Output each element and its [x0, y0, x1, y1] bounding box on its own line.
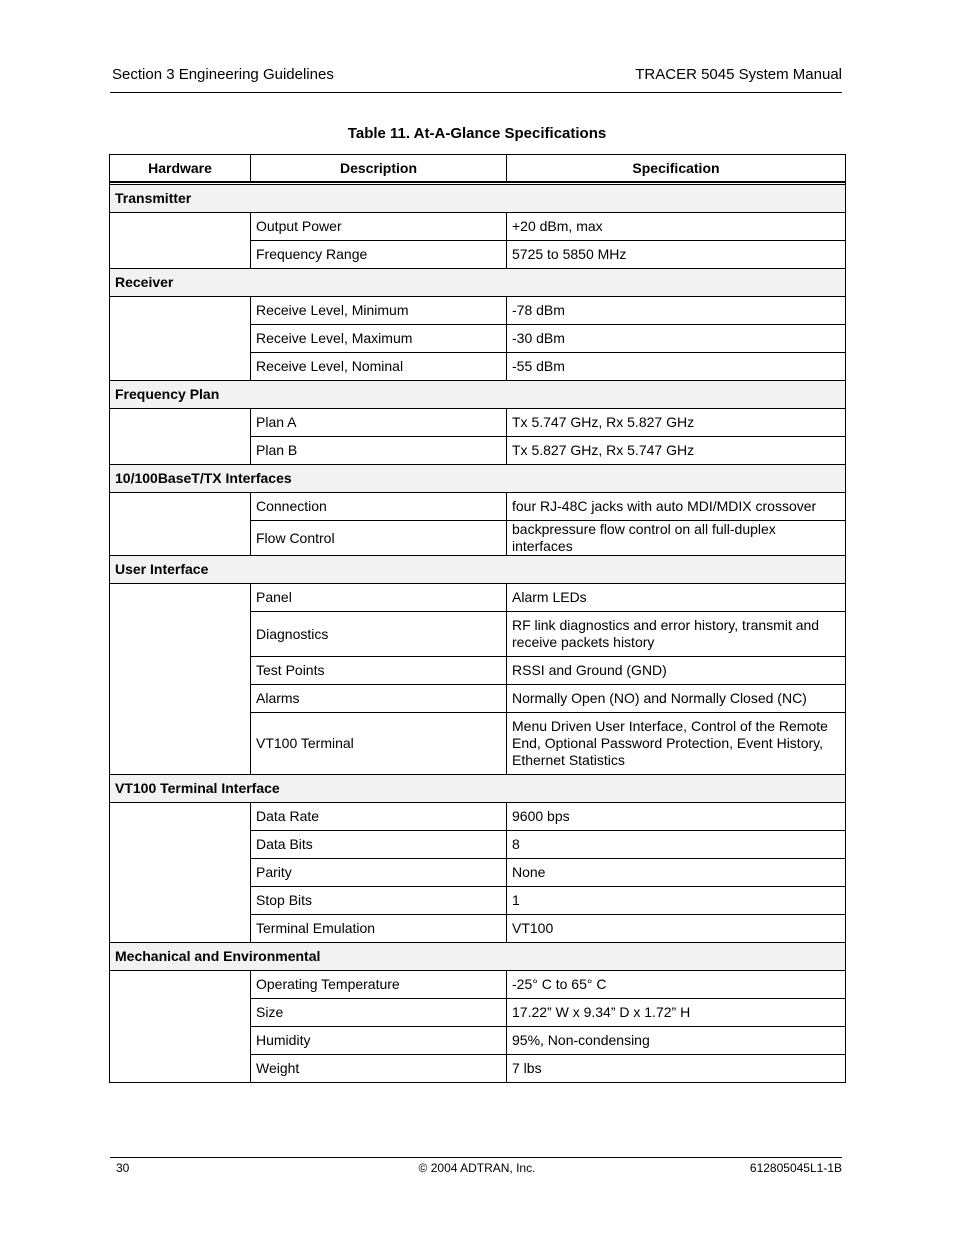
table-row — [110, 803, 846, 831]
section-title: User Interface — [110, 556, 846, 584]
table-header-row — [110, 155, 846, 183]
description-cell: Receive Level, Maximum — [251, 325, 507, 353]
specifications-table — [109, 154, 846, 1083]
description-cell: Operating Temperature — [251, 971, 507, 999]
table-row — [110, 584, 846, 612]
description-cell: Humidity — [251, 1027, 507, 1055]
table-row — [110, 213, 846, 241]
description-cell: Weight — [251, 1055, 507, 1083]
section-title: Frequency Plan — [110, 381, 846, 409]
description-cell: Receive Level, Nominal — [251, 353, 507, 381]
section-title: Receiver — [110, 269, 846, 297]
section-row — [110, 556, 846, 584]
specification-cell: 5725 to 5850 MHz — [507, 241, 846, 269]
specification-cell: Normally Open (NO) and Normally Closed (NC) — [507, 685, 846, 713]
description-cell: Receive Level, Minimum — [251, 297, 507, 325]
table-body — [110, 185, 846, 1083]
section-row — [110, 465, 846, 493]
description-cell: Plan A — [251, 409, 507, 437]
description-cell: Output Power — [251, 213, 507, 241]
section-row — [110, 185, 846, 213]
table-row — [110, 493, 846, 521]
section-title: Mechanical and Environmental — [110, 943, 846, 971]
specification-cell: Tx 5.747 GHz, Rx 5.827 GHz — [507, 409, 846, 437]
specification-cell: -78 dBm — [507, 297, 846, 325]
description-cell: Parity — [251, 859, 507, 887]
specification-cell: RF link diagnostics and error history, transmit and receive packets history — [507, 612, 846, 657]
column-header-description: Description — [251, 155, 507, 183]
description-cell: Test Points — [251, 657, 507, 685]
description-cell: Plan B — [251, 437, 507, 465]
specification-cell: 8 — [507, 831, 846, 859]
hardware-cell — [110, 803, 251, 943]
page-number: 30 — [116, 1161, 130, 1175]
specification-cell: -25° C to 65° C — [507, 971, 846, 999]
specification-cell: Menu Driven User Interface, Control of the Remote End, Optional Password Protection, Event History, Ethernet Statistics — [507, 713, 846, 775]
section-title: 10/100BaseT/TX Interfaces — [110, 465, 846, 493]
description-cell: Connection — [251, 493, 507, 521]
specification-cell: backpressure flow control on all full-duplex interfaces — [507, 521, 846, 556]
specification-cell: 9600 bps — [507, 803, 846, 831]
section-row — [110, 775, 846, 803]
specification-cell: 1 — [507, 887, 846, 915]
hardware-cell — [110, 409, 251, 465]
description-cell: Flow Control — [251, 521, 507, 556]
description-cell: Panel — [251, 584, 507, 612]
footer-rule — [110, 1157, 842, 1158]
specification-cell: four RJ-48C jacks with auto MDI/MDIX crossover — [507, 493, 846, 521]
column-header-specification: Specification — [507, 155, 846, 183]
description-cell: Terminal Emulation — [251, 915, 507, 943]
copyright: © 2004 ADTRAN, Inc. — [418, 1161, 536, 1175]
section-title: VT100 Terminal Interface — [110, 775, 846, 803]
specification-cell: VT100 — [507, 915, 846, 943]
specification-cell: +20 dBm, max — [507, 213, 846, 241]
hardware-cell — [110, 213, 251, 269]
specification-cell: None — [507, 859, 846, 887]
specification-cell: RSSI and Ground (GND) — [507, 657, 846, 685]
specification-cell: -30 dBm — [507, 325, 846, 353]
section-title: Transmitter — [110, 185, 846, 213]
section-row — [110, 381, 846, 409]
section-row — [110, 943, 846, 971]
description-cell: Data Rate — [251, 803, 507, 831]
table-row — [110, 409, 846, 437]
header-rule — [110, 92, 842, 93]
specification-cell: 7 lbs — [507, 1055, 846, 1083]
table-row — [110, 297, 846, 325]
document-number: 612805045L1-1B — [749, 1161, 842, 1175]
description-cell: VT100 Terminal — [251, 713, 507, 775]
table-row — [110, 971, 846, 999]
hardware-cell — [110, 297, 251, 381]
description-cell: Diagnostics — [251, 612, 507, 657]
column-header-hardware: Hardware — [110, 155, 251, 183]
specification-cell: 95%, Non-condensing — [507, 1027, 846, 1055]
specification-cell: -55 dBm — [507, 353, 846, 381]
hardware-cell — [110, 493, 251, 556]
header-section: Section 3 Engineering Guidelines — [112, 66, 334, 83]
hardware-cell — [110, 971, 251, 1083]
description-cell: Size — [251, 999, 507, 1027]
description-cell: Alarms — [251, 685, 507, 713]
description-cell: Stop Bits — [251, 887, 507, 915]
specification-cell: Tx 5.827 GHz, Rx 5.747 GHz — [507, 437, 846, 465]
specification-cell: 17.22” W x 9.34” D x 1.72” H — [507, 999, 846, 1027]
hardware-cell — [110, 584, 251, 775]
section-row — [110, 269, 846, 297]
description-cell: Frequency Range — [251, 241, 507, 269]
description-cell: Data Bits — [251, 831, 507, 859]
table-caption: Table 11. At-A-Glance Specifications — [347, 125, 607, 142]
header-manual-title: TRACER 5045 System Manual — [635, 66, 842, 83]
specification-cell: Alarm LEDs — [507, 584, 846, 612]
